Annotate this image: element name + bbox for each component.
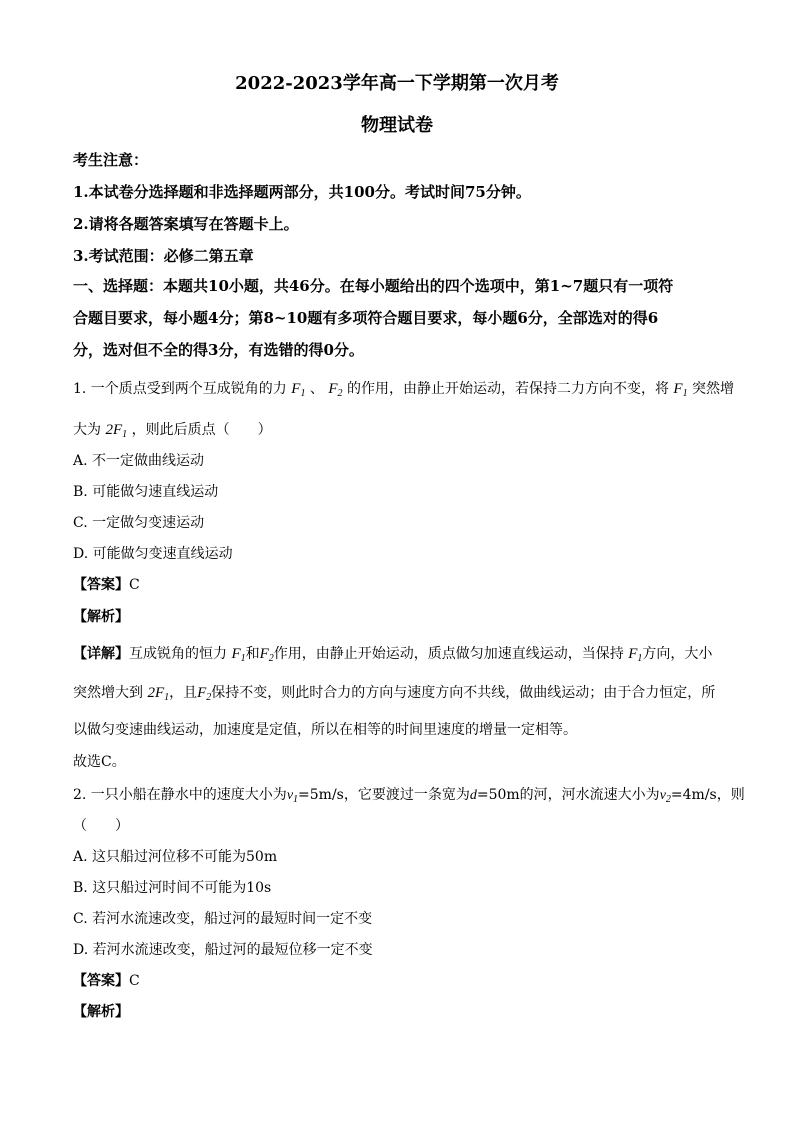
notice-item-2: 2.请将各题答案填写在答题卡上。: [73, 215, 299, 233]
question-1-option-a: A. 不一定做曲线运动: [73, 453, 205, 469]
question-2-stem-line-2: （ ）: [73, 818, 129, 834]
question-1-option-d: D. 可能做匀变速直线运动: [73, 546, 233, 562]
math-d: d: [469, 788, 477, 803]
question-text: ，则此后质点（ ）: [131, 422, 272, 438]
math-F1: $F_1$: [291, 381, 306, 399]
question-2-option-d: D. 若河水流速改变，船过河的最短位移一定不变: [73, 942, 373, 958]
detail-text: 方向，大小: [642, 646, 713, 662]
question-2-option-a: A. 这只船过河位移不可能为50m: [73, 849, 278, 865]
answer-tag: 【答案】: [73, 973, 129, 989]
question-2-answer: [73, 971, 140, 991]
question-1-stem-line-1: [73, 379, 734, 399]
question-2-option-c: C. 若河水流速改变，船过河的最短时间一定不变: [73, 911, 373, 927]
question-1-conclusion: 故选C。: [73, 754, 126, 770]
math-2F1: $2F_1$: [105, 422, 128, 440]
question-1-stem-line-2: [73, 420, 272, 440]
notice-item-3: 3.考试范围：必修二第五章: [73, 247, 254, 265]
notice-heading: 考生注意：: [73, 151, 149, 169]
math-F1: $F_1$: [673, 381, 688, 399]
exam-title: 2022-2023学年高一下学期第一次月考: [235, 73, 559, 94]
answer-value: C: [129, 577, 140, 593]
question-text: 突然增: [692, 381, 735, 397]
notice-item-1: 1.本试卷分选择题和非选择题两部分，共100分。考试时间75分钟。: [73, 183, 531, 201]
question-text: =50m的河，河水流速大小为: [476, 787, 660, 803]
math-F1: $F_1$: [628, 646, 643, 664]
question-1-analysis-tag: 【解析】: [73, 609, 129, 625]
detail-tag: 【详解】: [73, 646, 129, 662]
detail-text: 保持不变，则此时合力的方向与速度方向不共线，做曲线运动；由于合力恒定，所: [211, 685, 716, 701]
question-1-detail-line-3: 以做匀变速曲线运动，加速度是定值，所以在相等的时间里速度的增量一定相等。: [73, 722, 577, 738]
math-v2: $v_2$: [659, 788, 671, 805]
question-1-detail-line-1: [73, 644, 712, 664]
question-1-option-b: B. 可能做匀速直线运动: [73, 484, 219, 500]
question-1-detail-line-2: [73, 683, 715, 703]
section-instruction-line-3: 分，选对但不全的得3分，有选错的得0分。: [73, 341, 364, 359]
question-text: 的作用，由静止开始运动，若保持二力方向不变，将: [346, 381, 669, 397]
question-text: 、: [309, 381, 324, 397]
question-text: 大为: [73, 422, 101, 438]
math-F1: $F_1$: [231, 646, 246, 664]
question-text: 1. 一个质点受到两个互成锐角的力: [73, 381, 287, 397]
answer-tag: 【答案】: [73, 577, 129, 593]
answer-value: C: [129, 973, 140, 989]
math-F2: $F_2$: [197, 685, 212, 703]
math-F2: $F_2$: [328, 381, 343, 399]
exam-subtitle: 物理试卷: [361, 115, 433, 136]
question-2-stem-line-1: [73, 785, 745, 806]
section-instruction-line-1: 一、选择题：本题共10小题，共46分。在每小题给出的四个选项中，第1~7题只有一项符: [73, 277, 674, 295]
math-F2: $F_2$: [259, 646, 274, 664]
question-text: =5m/s，它要渡过一条宽为: [298, 787, 470, 803]
section-instruction-line-2: 合题目要求，每小题4分；第8~10题有多项符合题目要求，每小题6分，全部选对的得6: [73, 309, 659, 327]
question-2-analysis-tag: 【解析】: [73, 1004, 129, 1020]
detail-text: 突然增大到: [73, 685, 143, 701]
question-1-option-c: C. 一定做匀变速运动: [73, 515, 205, 531]
question-1-answer: [73, 575, 140, 595]
question-text: 2. 一只小船在静水中的速度大小为: [73, 787, 287, 803]
math-2F1: $2F_1$: [147, 685, 170, 703]
question-2-option-b: B. 这只船过河时间不可能为10s: [73, 880, 272, 896]
detail-text: 作用，由静止开始运动，质点做匀加速直线运动，当保持: [273, 646, 624, 662]
question-text: =4m/s，则: [670, 787, 745, 803]
detail-text: 互成锐角的恒力: [129, 646, 227, 662]
detail-text: 和: [245, 646, 260, 662]
math-v1: $v_1$: [286, 788, 299, 805]
detail-text: ，且: [169, 685, 198, 701]
